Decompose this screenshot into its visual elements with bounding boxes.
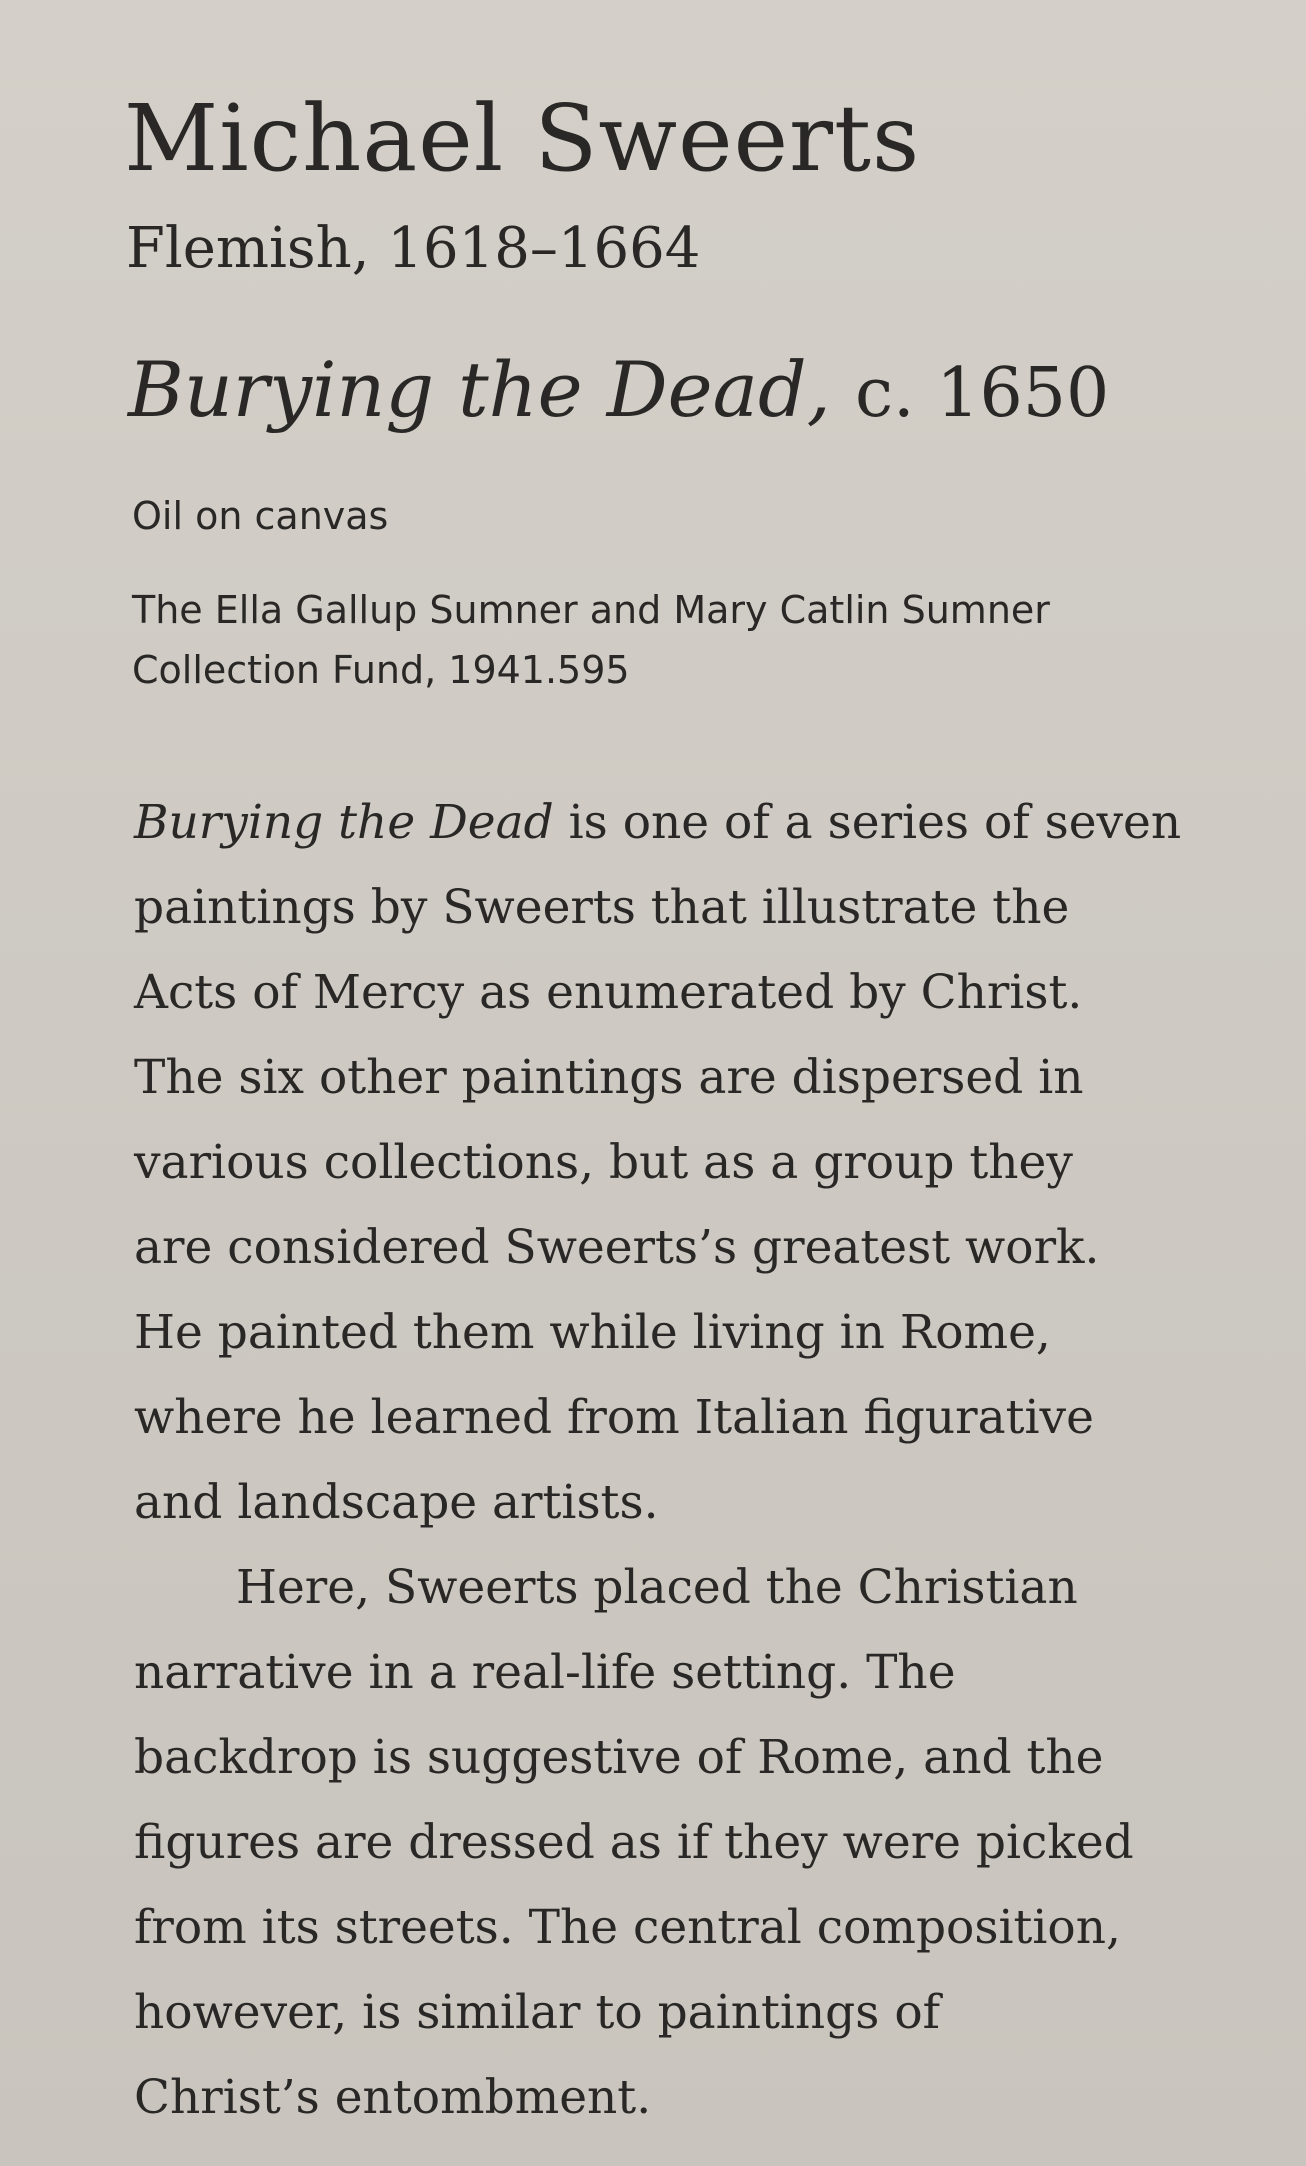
body-line-text: is one of a series of seven: [553, 795, 1182, 850]
body-line: narrative in a real-life setting. The: [134, 1645, 956, 1700]
artist-name: Michael Sweerts: [124, 85, 921, 192]
artist-nationality-dates: Flemish, 1618–1664: [126, 216, 701, 281]
artwork-title-text: Burying the Dead,: [128, 345, 831, 434]
credit-line: [132, 580, 1050, 700]
label-body-text: [134, 780, 1254, 2140]
body-line: and landscape artists.: [134, 1475, 659, 1530]
body-line: are considered Sweerts’s greatest work.: [134, 1220, 1100, 1275]
paragraph-2: [134, 1545, 1254, 2140]
paragraph-1: [134, 780, 1254, 1545]
body-line: paintings by Sweerts that illustrate the: [134, 880, 1070, 935]
body-line: various collections, but as a group they: [134, 1135, 1073, 1190]
body-line: Christ’s entombment.: [134, 2070, 652, 2125]
body-line: The six other paintings are dispersed in: [134, 1050, 1084, 1105]
body-line: from its streets. The central composition,: [134, 1900, 1121, 1955]
body-italic-title: Burying the Dead: [134, 795, 554, 850]
artwork-medium: Oil on canvas: [132, 494, 389, 538]
body-line: He painted them while living in Rome,: [134, 1305, 1051, 1360]
body-line: Here, Sweerts placed the Christian: [236, 1560, 1078, 1615]
body-line: however, is similar to paintings of: [134, 1985, 941, 2040]
body-line: figures are dressed as if they were picked: [134, 1815, 1134, 1870]
body-line: backdrop is suggestive of Rome, and the: [134, 1730, 1104, 1785]
body-line: Acts of Mercy as enumerated by Christ.: [134, 965, 1083, 1020]
body-line: [134, 780, 1254, 865]
credit-line-2: Collection Fund, 1941.595: [132, 648, 630, 692]
credit-line-1: The Ella Gallup Sumner and Mary Catlin Sumner: [132, 588, 1050, 632]
artwork-title: [128, 345, 1110, 434]
body-line: where he learned from Italian figurative: [134, 1390, 1094, 1445]
artwork-date: c. 1650: [854, 354, 1110, 433]
